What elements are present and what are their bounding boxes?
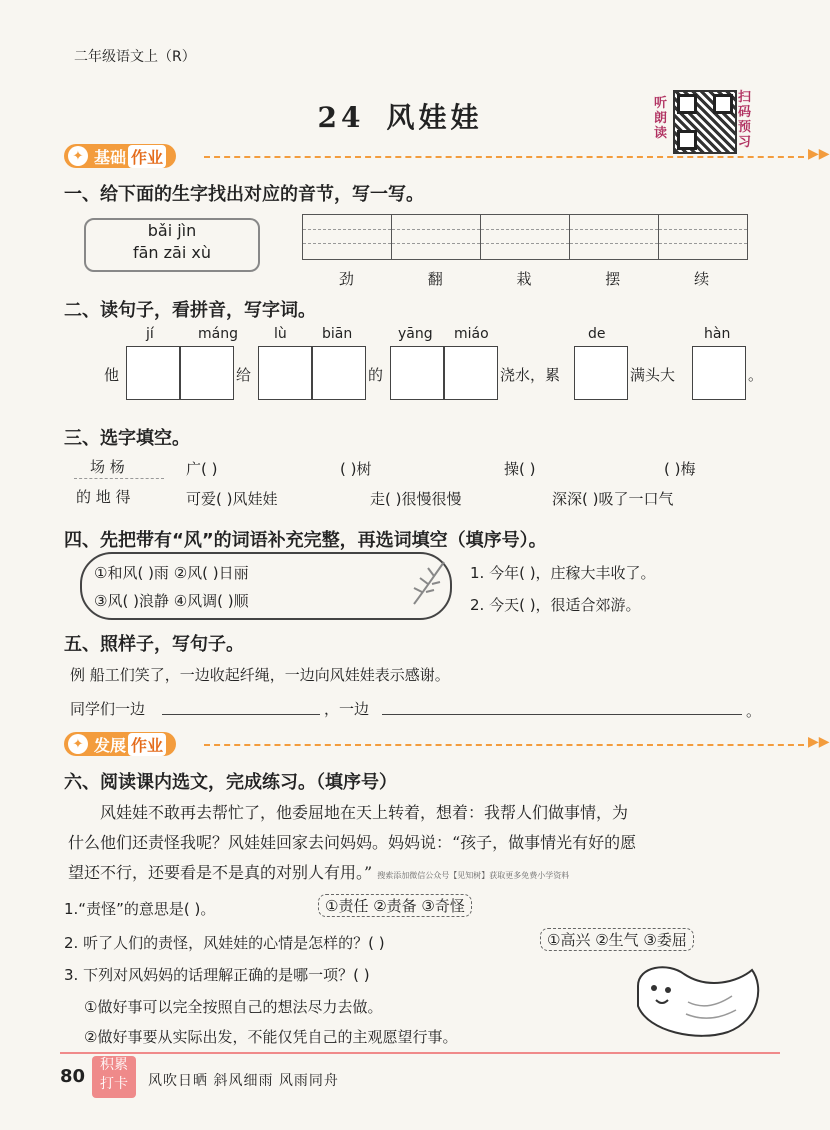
- q4-words[interactable]: ③风( )浪静 ④风调( )顺: [94, 592, 249, 610]
- q5-end: 。: [746, 702, 762, 720]
- q1-cell[interactable]: [481, 215, 570, 259]
- q4-sentence-2[interactable]: 2. 今天( )，很适合郊游。: [470, 596, 641, 614]
- q2-pinyin: miáo: [454, 326, 489, 342]
- q1-cell[interactable]: [659, 215, 747, 259]
- q2-pinyin: yāng: [398, 326, 433, 342]
- q2-text: 给: [236, 366, 252, 384]
- q2-pinyin: de: [588, 326, 606, 342]
- q6-title: 六、阅读课内选文，完成练习。（填序号）: [64, 772, 397, 793]
- lightbulb-icon: ✦: [68, 734, 88, 754]
- wind-baby-illustration-icon: [628, 956, 768, 1042]
- q3-blank[interactable]: 深深( )吸了一口气: [552, 490, 674, 508]
- q2-answer-box[interactable]: [180, 346, 234, 400]
- q3-blank[interactable]: 走( )很慢很慢: [370, 490, 462, 508]
- qr-listen-label: 听朗读: [654, 96, 668, 141]
- page-title: 24 风娃娃: [317, 101, 483, 134]
- q4-words[interactable]: ①和风( )雨 ②风( )日丽: [94, 564, 249, 582]
- q3-title: 三、选字填空。: [64, 428, 190, 449]
- q2-text: 他: [104, 366, 120, 384]
- basic-homework-banner: ✦ 基础 作业 ▶▶: [64, 144, 754, 170]
- q6-item-3-option-b[interactable]: ②做好事要从实际出发，不能仅凭自己的主观愿望行事。: [84, 1028, 458, 1046]
- q3-blank[interactable]: ( )树: [340, 460, 372, 478]
- q5-prompt: ，一边: [324, 700, 370, 718]
- q2-pinyin: biān: [322, 326, 353, 342]
- q6-item-3[interactable]: 3. 下列对风妈妈的话理解正确的是哪一项？( ): [64, 966, 370, 984]
- q5-title: 五、照样子，写句子。: [64, 634, 244, 655]
- footer-idioms: 风吹日晒 斜风细雨 风雨同舟: [148, 1073, 339, 1089]
- q2-title: 二、读句子，看拼音，写字词。: [64, 300, 316, 321]
- q6-item-2-options: ①高兴 ②生气 ③委屈: [540, 928, 694, 951]
- q5-prompt: 同学们一边: [70, 700, 146, 718]
- q1-pinyin-box: bǎi jìn fān zāi xù: [84, 218, 260, 272]
- page-number: 80: [60, 1066, 86, 1087]
- q6-item-1[interactable]: 1.“责怪”的意思是( )。: [64, 900, 216, 918]
- q3-options-2: 的 地 得: [76, 488, 131, 506]
- q2-text: 满头大: [630, 366, 676, 384]
- q2-pinyin: jí: [146, 326, 154, 342]
- q2-answer-box[interactable]: [390, 346, 444, 400]
- q1-chars: 劲 翻 栽 摆 续: [338, 270, 710, 288]
- accumulate-stamp: 积累 打卡: [92, 1056, 136, 1098]
- q2-pinyin: lù: [274, 326, 287, 342]
- q2-text: 的: [368, 366, 384, 384]
- q5-blank-2[interactable]: [382, 714, 742, 715]
- q3-blank[interactable]: 广( ): [186, 460, 218, 478]
- leaf-decoration-icon: [408, 558, 448, 608]
- q5-blank-1[interactable]: [162, 714, 320, 715]
- q3-blank[interactable]: ( )梅: [664, 460, 696, 478]
- q2-pinyin: hàn: [704, 326, 731, 342]
- q1-cell[interactable]: [570, 215, 659, 259]
- q2-answer-box[interactable]: [692, 346, 746, 400]
- q3-blank[interactable]: 操( ): [504, 460, 536, 478]
- arrow-icon: ▶▶: [808, 734, 830, 750]
- q1-cell[interactable]: [303, 215, 392, 259]
- grade-label: 二年级语文上（R）: [74, 49, 196, 65]
- q4-sentence-1[interactable]: 1. 今年( )，庄稼大丰收了。: [470, 564, 656, 582]
- q4-title: 四、先把带有“风”的词语补充完整，再选词填空（填序号）。: [64, 530, 547, 551]
- qr-preview-label: 扫码预习: [738, 90, 752, 150]
- q2-answer-box[interactable]: [312, 346, 366, 400]
- q2-answer-box[interactable]: [444, 346, 498, 400]
- q1-title: 一、给下面的生字找出对应的音节，写一写。: [64, 184, 424, 205]
- q6-passage: 风娃娃不敢再去帮忙了，他委屈地在天上转着，想着：我帮人们做事情，为 什么他们还责怪我呢？风娃娃回家去问妈妈。妈妈说：“孩子，做事情光有好的愿 望还不行，还要看是不是真的对别人有用。” 搜索添加微信公众号【见知树】获取更多免费小学资料: [68, 803, 637, 882]
- q1-cell[interactable]: [392, 215, 481, 259]
- develop-homework-banner: ✦ 发展 作业 ▶▶: [64, 732, 754, 758]
- q3-blank[interactable]: 可爱( )风娃娃: [186, 490, 278, 508]
- q6-item-1-options: ①责任 ②责备 ③奇怪: [318, 894, 472, 917]
- q2-answer-box[interactable]: [574, 346, 628, 400]
- q1-writing-grid[interactable]: [302, 214, 748, 260]
- q3-options-1: 场 杨: [90, 458, 125, 476]
- lightbulb-icon: ✦: [68, 146, 88, 166]
- q2-answer-box[interactable]: [258, 346, 312, 400]
- q5-example: 例 船工们笑了，一边收起纤绳，一边向风娃娃表示感谢。: [70, 666, 450, 684]
- q6-item-3-option-a[interactable]: ①做好事可以完全按照自己的想法尽力去做。: [84, 998, 383, 1016]
- arrow-icon: ▶▶: [808, 146, 830, 162]
- q6-item-2[interactable]: 2. 听了人们的责怪，风娃娃的心情是怎样的？( ): [64, 934, 385, 952]
- q2-text: 浇水，累: [500, 366, 561, 384]
- q2-text: 。: [748, 366, 764, 384]
- q2-pinyin: máng: [198, 326, 238, 342]
- q2-answer-box[interactable]: [126, 346, 180, 400]
